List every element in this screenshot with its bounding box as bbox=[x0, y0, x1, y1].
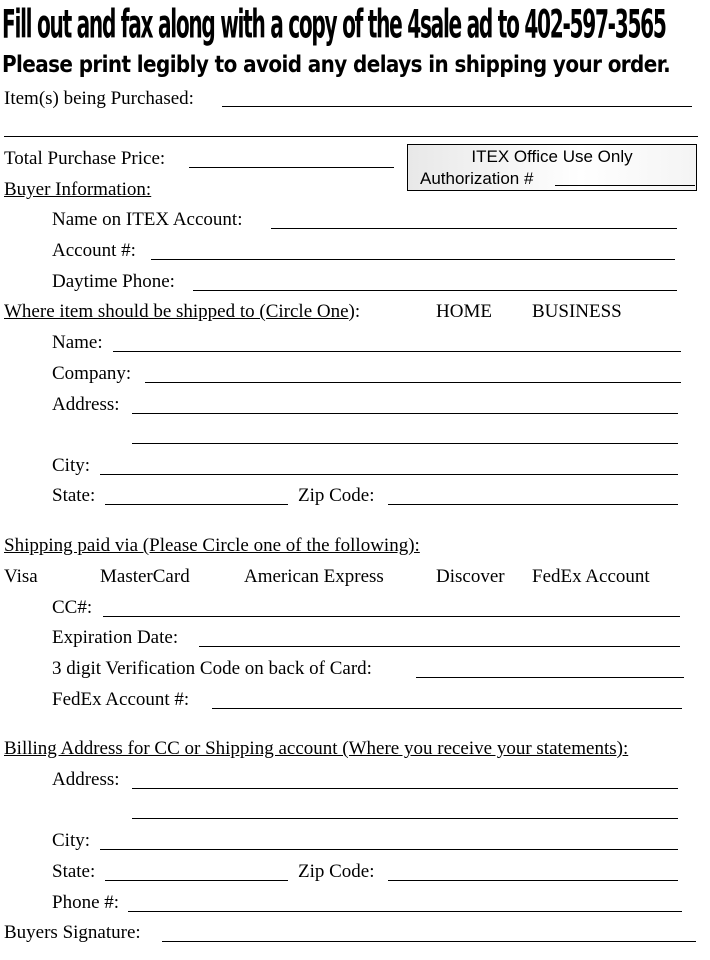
option-visa[interactable]: Visa bbox=[4, 566, 38, 587]
items-purchased-label: Item(s) being Purchased: bbox=[4, 88, 194, 109]
option-business[interactable]: BUSINESS bbox=[532, 301, 622, 322]
verification-code-line[interactable] bbox=[416, 677, 684, 678]
billing-phone-label: Phone #: bbox=[52, 892, 120, 913]
items-purchased-line-2[interactable] bbox=[4, 136, 698, 137]
billing-zip-label: Zip Code: bbox=[298, 861, 375, 882]
account-number-line[interactable] bbox=[151, 259, 675, 260]
fedex-account-label: FedEx Account #: bbox=[52, 689, 190, 710]
ship-name-line[interactable] bbox=[113, 351, 681, 352]
daytime-phone-line[interactable] bbox=[193, 290, 677, 291]
cc-number-line[interactable] bbox=[103, 616, 680, 617]
billing-phone-line[interactable] bbox=[128, 911, 682, 912]
total-price-line[interactable] bbox=[189, 167, 394, 168]
billing-city-line[interactable] bbox=[100, 849, 678, 850]
fax-instructions-heading: Fill out and fax along with a copy of the 4sale ad to 402-597-3565 bbox=[2, 2, 666, 47]
billing-state-line[interactable] bbox=[105, 880, 288, 881]
ship-zip-label: Zip Code: bbox=[298, 485, 375, 506]
authorization-label: Authorization # bbox=[420, 169, 534, 188]
ship-state-label: State: bbox=[52, 485, 96, 506]
ship-name-label: Name: bbox=[52, 332, 103, 353]
ship-to-heading: Where item should be shipped to (Circle One): bbox=[4, 301, 361, 322]
billing-address-line-2[interactable] bbox=[132, 818, 678, 819]
billing-address-line-1[interactable] bbox=[132, 788, 678, 789]
signature-line[interactable] bbox=[162, 941, 696, 942]
account-number-label: Account #: bbox=[52, 240, 136, 261]
office-use-title: ITEX Office Use Only bbox=[471, 147, 633, 166]
expiration-label: Expiration Date: bbox=[52, 627, 179, 648]
account-name-line[interactable] bbox=[271, 228, 677, 229]
ship-state-line[interactable] bbox=[105, 504, 288, 505]
total-price-label: Total Purchase Price: bbox=[4, 148, 166, 169]
billing-zip-line[interactable] bbox=[388, 880, 678, 881]
billing-city-label: City: bbox=[52, 830, 91, 851]
office-use-box bbox=[407, 144, 697, 191]
option-american-express[interactable]: American Express bbox=[244, 566, 384, 587]
billing-heading: Billing Address for CC or Shipping account (Where you receive your statements): bbox=[4, 738, 629, 759]
fedex-account-line[interactable] bbox=[212, 708, 682, 709]
payment-heading: Shipping paid via (Please Circle one of the following): bbox=[4, 535, 420, 556]
ship-company-label: Company: bbox=[52, 363, 132, 384]
account-name-label: Name on ITEX Account: bbox=[52, 209, 243, 230]
option-home[interactable]: HOME bbox=[436, 301, 492, 322]
billing-address-label: Address: bbox=[52, 769, 120, 790]
buyer-info-heading: Buyer Information: bbox=[4, 179, 152, 200]
ship-address-line-2[interactable] bbox=[132, 443, 678, 444]
verification-code-label: 3 digit Verification Code on back of Card: bbox=[52, 658, 372, 679]
option-discover[interactable]: Discover bbox=[436, 566, 505, 587]
ship-address-line-1[interactable] bbox=[132, 413, 678, 414]
ship-address-label: Address: bbox=[52, 394, 120, 415]
billing-state-label: State: bbox=[52, 861, 96, 882]
expiration-line[interactable] bbox=[199, 646, 680, 647]
print-legibly-subheading: Please print legibly to avoid any delays in shipping your order. bbox=[2, 50, 671, 78]
ship-city-label: City: bbox=[52, 455, 91, 476]
ship-company-line[interactable] bbox=[145, 382, 681, 383]
items-purchased-line-1[interactable] bbox=[222, 106, 692, 107]
cc-number-label: CC#: bbox=[52, 597, 93, 618]
daytime-phone-label: Daytime Phone: bbox=[52, 271, 175, 292]
option-mastercard[interactable]: MasterCard bbox=[100, 566, 190, 587]
authorization-line bbox=[555, 185, 695, 186]
ship-city-line[interactable] bbox=[100, 474, 678, 475]
signature-label: Buyers Signature: bbox=[4, 922, 141, 943]
option-fedex-account[interactable]: FedEx Account bbox=[532, 566, 650, 587]
ship-zip-line[interactable] bbox=[388, 504, 678, 505]
